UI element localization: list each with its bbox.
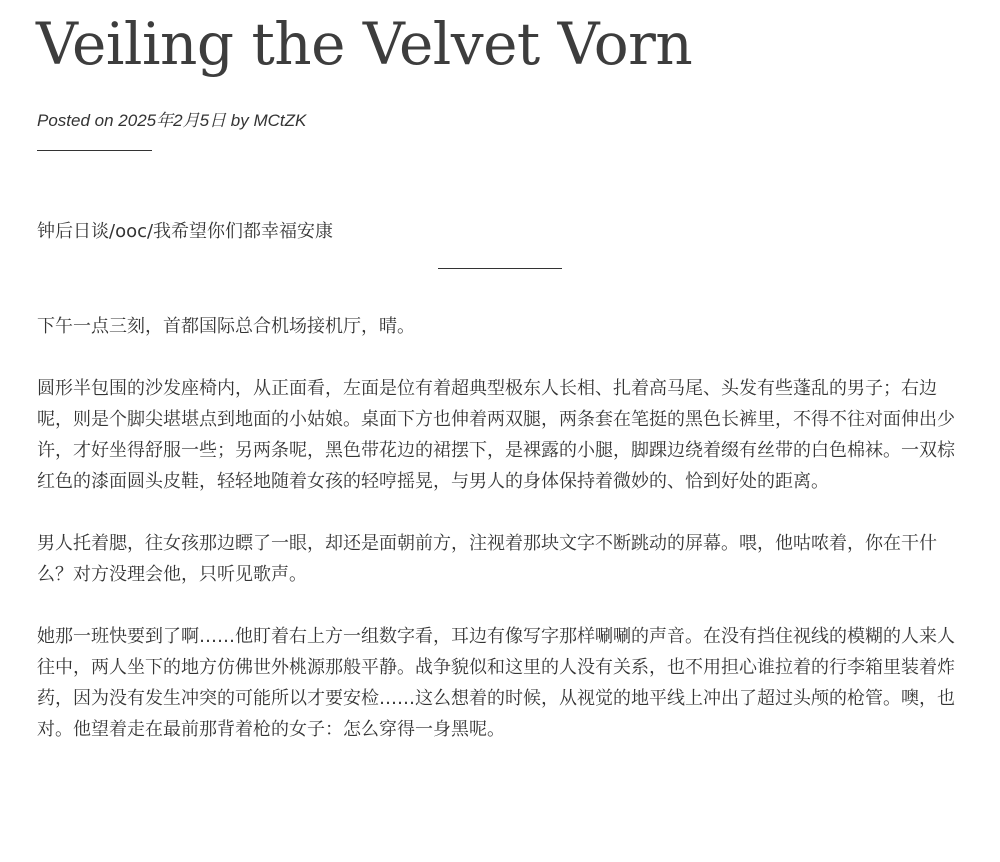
meta-divider — [37, 150, 152, 151]
post-content — [37, 216, 963, 776]
intro-line: 钟后日谈/ooc/我希望你们都幸福安康 — [37, 221, 334, 242]
posted-on-label: Posted on — [37, 111, 114, 130]
paragraph: 男人托着腮，往女孩那边瞟了一眼，却还是面朝前方，注视着那块文字不断跳动的屏幕。喂，他咕哝着，你在干什么？对方没理会他，只听见歌声。 — [37, 533, 937, 585]
section-divider — [438, 268, 562, 269]
post-meta — [37, 110, 306, 132]
paragraph: 她那一班快要到了啊……他盯着右上方一组数字看，耳边有像写字那样唰唰的声音。在没有挡住视线的模糊的人来人往中，两人坐下的地方仿佛世外桃源那般平静。战争貌似和这里的人没有关系，也不用担心谁拉着的行李箱里装着炸药，因为没有发生冲突的可能所以才要安检……这么想着的时候，从视觉的地平线上冲出了超过头颅的枪管。噢，也对。他望着走在最前那背着枪的女子：怎么穿得一身黑呢。 — [37, 626, 955, 740]
paragraph: 圆形半包围的沙发座椅内，从正面看，左面是位有着超典型极东人长相、扎着高马尾、头发有些蓬乱的男子；右边呢，则是个脚尖堪堪点到地面的小姑娘。桌面下方也伸着两双腿，两条套在笔挺的黑色长裤里，不得不往对面伸出少许，才好坐得舒服一些；另两条呢，黑色带花边的裙摆下，是裸露的小腿，脚踝边绕着缀有丝带的白色棉袜。一双棕红色的漆面圆头皮鞋，轻轻地随着女孩的轻哼摇晃，与男人的身体保持着微妙的、恰到好处的距离。 — [37, 378, 955, 492]
by-label: by — [230, 111, 249, 130]
post-date-link[interactable]: 2025年2月5日 — [118, 111, 227, 130]
post-title: Veiling the Velvet Vorn — [36, 10, 693, 78]
author-link[interactable]: MCtZK — [253, 111, 307, 130]
paragraph: 下午一点三刻，首都国际总合机场接机厅，晴。 — [37, 316, 415, 337]
